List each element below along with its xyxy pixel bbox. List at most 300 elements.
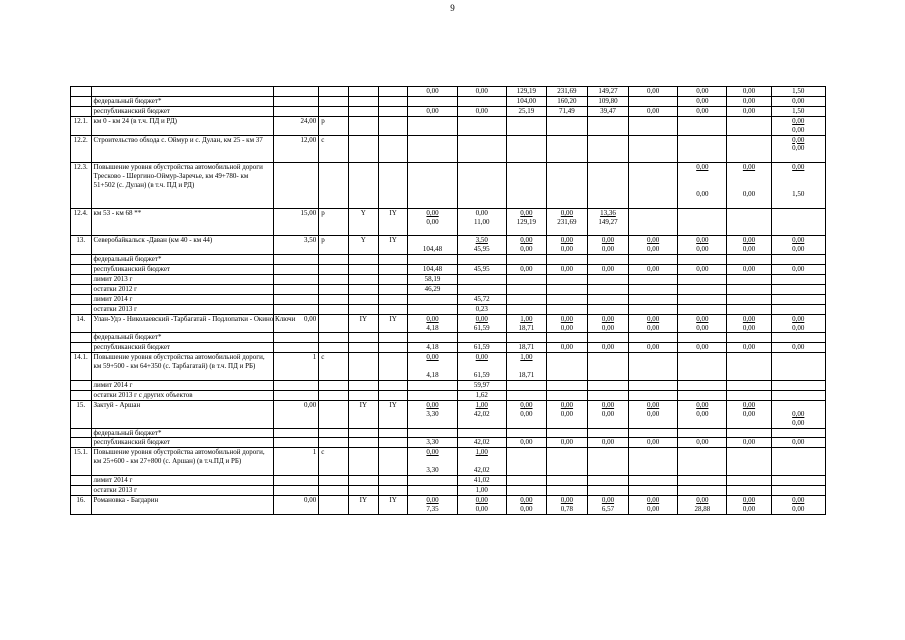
value-cell xyxy=(587,400,628,428)
value-cell xyxy=(727,284,771,294)
table-row xyxy=(71,476,826,486)
value-cell xyxy=(546,163,587,209)
item-number xyxy=(71,87,92,97)
value-cell xyxy=(727,116,771,135)
item-number xyxy=(71,275,92,285)
road-category-to xyxy=(378,284,408,294)
value-cell xyxy=(678,381,727,391)
value-line: 0,23 xyxy=(475,304,488,313)
work-type: с xyxy=(319,448,349,476)
work-type xyxy=(319,343,349,353)
value-cell xyxy=(587,275,628,285)
value-line: 0,00 xyxy=(792,343,805,352)
value-line: 0,00 xyxy=(792,144,805,153)
road-category-from: Y xyxy=(348,208,378,236)
value-cell xyxy=(771,333,825,343)
value-cell xyxy=(771,400,825,428)
value-cell xyxy=(546,381,587,391)
value-cell xyxy=(546,284,587,294)
length-km xyxy=(274,390,319,400)
value-cell xyxy=(546,116,587,135)
value-cell xyxy=(546,304,587,314)
value-cell xyxy=(506,438,546,448)
value-cell xyxy=(587,438,628,448)
object-name: федеральный бюджет* xyxy=(91,428,274,438)
object-name: км 0 - км 24 (в т.ч. ПД и РД) xyxy=(91,116,274,135)
value-cell xyxy=(546,428,587,438)
value-cell xyxy=(587,381,628,391)
value-line: 4,18 xyxy=(426,323,439,332)
value-cell xyxy=(457,353,506,381)
value-cell xyxy=(408,314,457,333)
value-cell xyxy=(408,96,457,106)
value-line: 0,00 xyxy=(475,495,488,504)
value-line: 0,00 xyxy=(742,409,756,418)
value-cell xyxy=(727,448,771,476)
value-line: 0,00 xyxy=(426,448,439,457)
value-line: 0,00 xyxy=(696,438,709,447)
value-line: 59,97 xyxy=(473,381,490,389)
value-line: 0,00 xyxy=(560,245,574,254)
value-cell xyxy=(628,485,677,495)
value-line: 0,00 xyxy=(601,495,615,504)
object-name: Северобайкальск -Даван (км 40 - км 44) xyxy=(91,236,274,255)
value-line: 1,50 xyxy=(792,106,805,115)
value-cell xyxy=(678,208,727,236)
value-line xyxy=(774,172,823,181)
road-category-from xyxy=(348,163,378,209)
table-row xyxy=(71,106,826,116)
value-cell xyxy=(678,116,727,135)
item-number xyxy=(71,304,92,314)
value-line xyxy=(729,172,768,181)
value-line: 0,00 xyxy=(742,314,756,323)
work-type xyxy=(319,485,349,495)
value-line: 0,00 xyxy=(696,314,709,323)
value-cell xyxy=(587,304,628,314)
value-cell xyxy=(628,116,677,135)
work-type: с xyxy=(319,135,349,163)
value-line xyxy=(460,457,504,466)
value-cell xyxy=(727,428,771,438)
object-name: остатки 2012 г xyxy=(91,284,274,294)
value-cell xyxy=(587,353,628,381)
value-line: 0,00 xyxy=(742,163,756,172)
value-cell xyxy=(727,163,771,209)
value-cell xyxy=(408,428,457,438)
road-category-to xyxy=(378,333,408,343)
item-number: 14. xyxy=(71,314,92,333)
value-cell xyxy=(771,438,825,448)
value-cell xyxy=(678,304,727,314)
value-line: 1,62 xyxy=(475,390,488,399)
value-line: 0,00 xyxy=(792,135,805,144)
road-category-to xyxy=(378,255,408,265)
value-line: 4,18 xyxy=(426,343,439,352)
length-km: 0,00 xyxy=(274,314,319,333)
value-cell xyxy=(546,485,587,495)
value-line: 149,27 xyxy=(598,217,618,226)
value-cell xyxy=(408,381,457,391)
table-row xyxy=(71,333,826,343)
value-cell xyxy=(587,135,628,163)
value-line: 0,00 xyxy=(601,343,615,352)
value-line: 0,00 xyxy=(696,400,709,409)
road-category-from xyxy=(348,106,378,116)
value-cell xyxy=(771,135,825,163)
value-cell xyxy=(628,438,677,448)
value-cell xyxy=(727,106,771,116)
value-line: 0,00 xyxy=(520,400,533,409)
value-cell xyxy=(408,343,457,353)
value-cell xyxy=(628,353,677,381)
value-cell xyxy=(546,448,587,476)
value-line: 3,30 xyxy=(426,438,439,447)
item-number xyxy=(71,333,92,343)
value-line: 0,00 xyxy=(792,125,805,134)
value-cell xyxy=(771,390,825,400)
value-cell xyxy=(457,333,506,343)
value-cell xyxy=(727,485,771,495)
road-category-from xyxy=(348,304,378,314)
item-number xyxy=(71,390,92,400)
value-cell xyxy=(771,343,825,353)
value-line: 28,88 xyxy=(694,504,711,513)
item-number: 15.1. xyxy=(71,448,92,476)
value-cell xyxy=(546,333,587,343)
value-cell xyxy=(457,428,506,438)
value-cell xyxy=(506,106,546,116)
item-number: 16. xyxy=(71,495,92,514)
object-name: республиканский бюджет xyxy=(91,438,274,448)
value-line xyxy=(509,362,544,371)
value-cell xyxy=(457,87,506,97)
value-line: 0,00 xyxy=(792,314,805,323)
value-cell xyxy=(628,284,677,294)
value-cell xyxy=(587,495,628,514)
road-category-to xyxy=(378,96,408,106)
value-line: 25,19 xyxy=(518,106,535,115)
value-cell xyxy=(628,265,677,275)
work-type xyxy=(319,400,349,428)
length-km: 24,00 xyxy=(274,116,319,135)
value-cell xyxy=(506,255,546,265)
road-category-to: IY xyxy=(378,495,408,514)
value-line: 0,00 xyxy=(560,314,574,323)
value-line: 0,00 xyxy=(560,236,574,245)
value-cell xyxy=(678,275,727,285)
object-name: лимит 2014 г xyxy=(91,381,274,391)
value-cell xyxy=(587,294,628,304)
value-cell xyxy=(727,353,771,381)
value-line: 0,00 xyxy=(646,438,660,447)
value-cell xyxy=(457,381,506,391)
value-cell xyxy=(457,314,506,333)
value-cell xyxy=(457,400,506,428)
value-cell xyxy=(771,428,825,438)
road-category-to: IY xyxy=(378,314,408,333)
value-cell xyxy=(771,294,825,304)
length-km xyxy=(274,485,319,495)
value-line: 1,00 xyxy=(475,400,488,409)
object-name: остатки 2013 г xyxy=(91,304,274,314)
value-line: 0,00 xyxy=(560,409,574,418)
work-type xyxy=(319,275,349,285)
value-cell xyxy=(727,208,771,236)
work-type xyxy=(319,294,349,304)
value-cell xyxy=(678,265,727,275)
work-type xyxy=(319,381,349,391)
value-cell xyxy=(587,208,628,236)
table-row xyxy=(71,304,826,314)
length-km: 1 xyxy=(274,353,319,381)
value-cell xyxy=(457,208,506,236)
value-cell xyxy=(587,163,628,209)
value-line: 0,00 xyxy=(601,409,615,418)
value-cell xyxy=(587,476,628,486)
value-cell xyxy=(628,275,677,285)
value-line: 0,00 xyxy=(601,400,615,409)
value-cell xyxy=(628,163,677,209)
road-category-to xyxy=(378,485,408,495)
value-cell xyxy=(628,106,677,116)
item-number xyxy=(71,438,92,448)
item-number xyxy=(71,485,92,495)
value-line: 0,00 xyxy=(475,106,488,115)
road-category-to xyxy=(378,294,408,304)
value-line: 41,02 xyxy=(473,476,490,485)
value-line: 0,00 xyxy=(520,236,533,245)
value-line: 1,50 xyxy=(792,189,805,198)
length-km xyxy=(274,333,319,343)
value-line: 13,36 xyxy=(600,208,616,217)
value-cell xyxy=(587,236,628,255)
value-line: 0,00 xyxy=(792,245,805,254)
value-cell xyxy=(546,390,587,400)
value-cell xyxy=(506,96,546,106)
value-cell xyxy=(727,333,771,343)
value-cell xyxy=(771,163,825,209)
value-cell xyxy=(678,390,727,400)
value-line: 0,00 xyxy=(426,495,439,504)
value-line: 0,00 xyxy=(426,106,439,115)
length-km: 1 xyxy=(274,448,319,476)
value-cell xyxy=(771,106,825,116)
value-cell xyxy=(457,485,506,495)
value-line: 0,00 xyxy=(646,343,660,352)
road-category-to xyxy=(378,87,408,97)
value-cell xyxy=(628,294,677,304)
value-line: 0,00 xyxy=(792,323,805,332)
object-name: лимит 2013 г xyxy=(91,275,274,285)
value-line: 1,00 xyxy=(520,353,533,362)
road-category-from xyxy=(348,381,378,391)
value-cell xyxy=(506,400,546,428)
value-cell xyxy=(506,495,546,514)
value-line: 0,00 xyxy=(696,265,709,274)
value-cell xyxy=(506,275,546,285)
value-line: 0,00 xyxy=(646,245,660,254)
object-name: остатки 2013 г с других объектов xyxy=(91,390,274,400)
value-line: 0,00 xyxy=(742,495,756,504)
length-km: 15,00 xyxy=(274,208,319,236)
value-cell xyxy=(727,476,771,486)
road-category-to xyxy=(378,275,408,285)
value-line: 0,00 xyxy=(646,106,660,115)
value-line: 7,35 xyxy=(426,504,439,513)
value-cell xyxy=(408,255,457,265)
length-km xyxy=(274,343,319,353)
value-cell xyxy=(587,96,628,106)
length-km: 0,00 xyxy=(274,495,319,514)
value-cell xyxy=(678,294,727,304)
value-cell xyxy=(727,400,771,428)
value-line: 104,00 xyxy=(516,96,537,105)
value-line: 46,29 xyxy=(424,284,441,293)
table-row xyxy=(71,353,826,381)
value-line: 0,00 xyxy=(792,96,805,105)
value-line: 0,00 xyxy=(560,343,574,352)
value-cell xyxy=(457,106,506,116)
value-line: 0,00 xyxy=(742,236,756,245)
value-line: 0,00 xyxy=(646,495,660,504)
value-cell xyxy=(457,255,506,265)
value-line: 45,95 xyxy=(473,265,490,274)
work-type xyxy=(319,87,349,97)
value-line: 0,00 xyxy=(520,409,533,418)
road-category-from: IY xyxy=(348,400,378,428)
value-cell xyxy=(678,438,727,448)
value-cell xyxy=(457,116,506,135)
road-category-from xyxy=(348,485,378,495)
value-cell xyxy=(771,314,825,333)
value-cell xyxy=(546,476,587,486)
table-row xyxy=(71,428,826,438)
road-category-to xyxy=(378,343,408,353)
value-line: 0,00 xyxy=(475,353,488,362)
road-category-from xyxy=(348,333,378,343)
value-line: 0,00 xyxy=(520,504,533,513)
road-category-from xyxy=(348,476,378,486)
table-row xyxy=(71,485,826,495)
item-number xyxy=(71,343,92,353)
value-cell xyxy=(408,485,457,495)
item-number: 12.4. xyxy=(71,208,92,236)
item-number xyxy=(71,255,92,265)
value-line: 0,00 xyxy=(426,353,439,362)
length-km xyxy=(274,428,319,438)
work-type xyxy=(319,476,349,486)
value-cell xyxy=(587,343,628,353)
value-cell xyxy=(546,343,587,353)
object-name: остатки 2013 г xyxy=(91,485,274,495)
value-cell xyxy=(628,495,677,514)
value-cell xyxy=(771,304,825,314)
table-row xyxy=(71,255,826,265)
value-cell xyxy=(771,236,825,255)
length-km xyxy=(274,163,319,209)
value-cell xyxy=(678,353,727,381)
value-line: 0,00 xyxy=(742,400,756,409)
road-category-to xyxy=(378,438,408,448)
value-cell xyxy=(408,275,457,285)
value-cell xyxy=(506,208,546,236)
table-row xyxy=(71,163,826,209)
work-type xyxy=(319,163,349,209)
value-line: 0,00 xyxy=(520,245,533,254)
road-category-from xyxy=(348,438,378,448)
value-line: 0,00 xyxy=(560,438,574,447)
work-type xyxy=(319,314,349,333)
length-km xyxy=(274,87,319,97)
value-line: 0,00 xyxy=(601,323,615,332)
road-category-to xyxy=(378,135,408,163)
value-cell xyxy=(678,96,727,106)
value-cell xyxy=(587,485,628,495)
value-line: 0,00 xyxy=(696,163,709,172)
value-line: 0,00 xyxy=(742,245,756,254)
value-cell xyxy=(678,314,727,333)
value-line: 3,30 xyxy=(426,466,439,475)
table-row xyxy=(71,495,826,514)
value-cell xyxy=(628,135,677,163)
value-line: 231,69 xyxy=(557,217,577,226)
value-cell xyxy=(771,255,825,265)
value-cell xyxy=(457,390,506,400)
value-line: 4,18 xyxy=(426,371,439,380)
work-type: р xyxy=(319,208,349,236)
value-cell xyxy=(408,87,457,97)
road-category-from xyxy=(348,390,378,400)
object-name: федеральный бюджет* xyxy=(91,333,274,343)
value-line: 0,00 xyxy=(792,409,805,418)
value-line: 11,00 xyxy=(474,217,490,226)
value-cell xyxy=(628,87,677,97)
value-cell xyxy=(678,106,727,116)
value-line: 0,00 xyxy=(696,87,709,95)
value-cell xyxy=(727,343,771,353)
table-row xyxy=(71,208,826,236)
value-cell xyxy=(408,304,457,314)
road-category-to xyxy=(378,265,408,275)
value-line xyxy=(410,236,454,245)
value-cell xyxy=(628,96,677,106)
value-line: 0,00 xyxy=(742,106,756,115)
table-row xyxy=(71,381,826,391)
road-category-from: IY xyxy=(348,495,378,514)
table-row xyxy=(71,438,826,448)
value-cell xyxy=(546,255,587,265)
value-line: 42,02 xyxy=(473,438,490,447)
value-cell xyxy=(457,304,506,314)
value-line: 0,00 xyxy=(792,116,805,125)
value-cell xyxy=(408,333,457,343)
value-cell xyxy=(678,485,727,495)
value-cell xyxy=(408,135,457,163)
value-cell xyxy=(727,135,771,163)
value-line: 71,49 xyxy=(559,106,575,115)
value-line: 0,00 xyxy=(792,163,805,172)
value-cell xyxy=(546,400,587,428)
value-cell xyxy=(628,381,677,391)
length-km xyxy=(274,265,319,275)
value-cell xyxy=(678,476,727,486)
value-line: 58,19 xyxy=(424,275,441,284)
object-name: республиканский бюджет xyxy=(91,106,274,116)
value-line: 61,59 xyxy=(473,371,490,380)
value-line: 42,02 xyxy=(473,409,490,418)
item-number: 12.3. xyxy=(71,163,92,209)
